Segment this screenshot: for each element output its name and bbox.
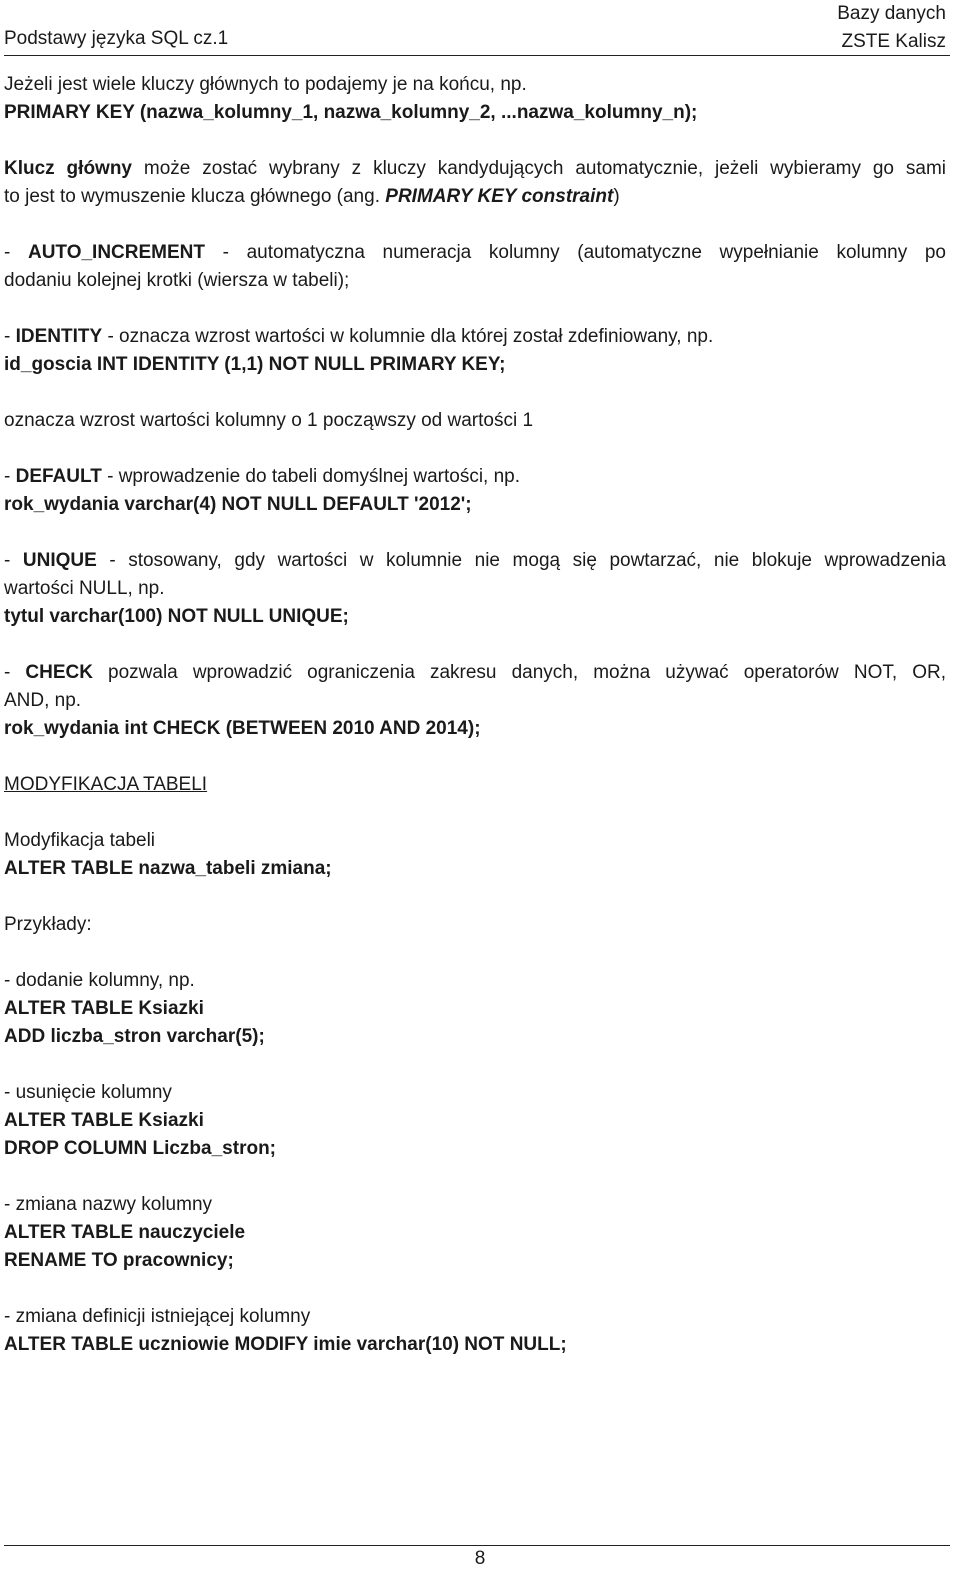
- primary-key-text-2: to jest to wymuszenie klucza głównego (ang.: [4, 186, 386, 207]
- check-keyword: CHECK: [25, 662, 93, 683]
- check-text: pozwala wprowadzić ograniczenia zakresu danych, można używać operatorów NOT, OR,: [92, 662, 946, 683]
- check-line1: [4, 659, 946, 687]
- header-divider: [4, 55, 950, 56]
- identity-line: [4, 323, 713, 351]
- identity-code-text: id_goscia INT IDENTITY (1,1) NOT NULL PRIMARY KEY;: [4, 354, 506, 375]
- example-add-column-code2: [4, 1023, 265, 1051]
- primary-key-para-line2: [4, 183, 620, 211]
- bullet-dash: -: [4, 662, 26, 683]
- example-rename-label: - zmiana nazwy kolumny: [4, 1194, 213, 1215]
- check-code-text: rok_wydania int CHECK (BETWEEN 2010 AND 2014);: [4, 718, 481, 739]
- example-drop-column-code1: [4, 1107, 204, 1135]
- header-school-name: ZSTE Kalisz: [841, 31, 946, 52]
- multi-key-intro: Jeżeli jest wiele kluczy głównych to podajemy je na końcu, np.: [4, 74, 527, 95]
- code-text: ALTER TABLE nauczyciele: [4, 1222, 246, 1243]
- auto-increment-line2: dodaniu kolejnej krotki (wiersza w tabeli);: [4, 270, 350, 291]
- example-drop-column-label: - usunięcie kolumny: [4, 1082, 172, 1103]
- default-keyword: DEFAULT: [15, 466, 102, 487]
- page-number: 8: [474, 1548, 486, 1569]
- unique-keyword: UNIQUE: [22, 550, 97, 571]
- multi-key-code: PRIMARY KEY (nazwa_kolumny_1, nazwa_kolumny_2, ...nazwa_kolumny_n);: [4, 102, 698, 123]
- code-text: ALTER TABLE Ksiazki: [4, 998, 204, 1019]
- identity-explanation: oznacza wzrost wartości kolumny o 1 począwszy od wartości 1: [4, 410, 534, 431]
- identity-code: [4, 351, 505, 379]
- primary-key-term: Klucz główny: [4, 158, 133, 179]
- code-text: ALTER TABLE Ksiazki: [4, 1110, 204, 1131]
- default-code: [4, 491, 472, 519]
- auto-increment-line1: [4, 239, 946, 267]
- header-subject-name: Bazy danych: [837, 3, 946, 24]
- primary-key-text: może zostać wybrany z kluczy kandydujących automatycznie, jeżeli wybieramy go sami: [132, 158, 947, 179]
- bullet-dash: -: [4, 550, 23, 571]
- unique-line2: wartości NULL, np.: [4, 578, 165, 599]
- header-doc-title: Podstawy języka SQL cz.1: [4, 28, 229, 49]
- check-line2: AND, np.: [4, 690, 82, 711]
- bullet-dash: -: [4, 242, 28, 263]
- example-modify-label: - zmiana definicji istniejącej kolumny: [4, 1306, 311, 1327]
- identity-keyword: IDENTITY: [15, 326, 103, 347]
- primary-key-constraint-term: PRIMARY KEY constraint: [385, 186, 614, 207]
- example-add-column-code1: [4, 995, 204, 1023]
- default-text: - wprowadzenie do tabeli domyślnej wartości, np.: [101, 466, 521, 487]
- example-rename-code1: [4, 1219, 245, 1247]
- modify-table-code-text: ALTER TABLE nazwa_tabeli zmiana;: [4, 858, 332, 879]
- unique-text: - stosowany, gdy wartości w kolumnie nie mogą się powtarzać, nie blokuje wprowadzenia: [96, 550, 946, 571]
- check-code: [4, 715, 481, 743]
- bullet-dash: -: [4, 466, 16, 487]
- example-modify-code: [4, 1331, 567, 1359]
- primary-key-para-line1: [4, 155, 946, 183]
- example-drop-column-code2: [4, 1135, 276, 1163]
- unique-code: [4, 603, 349, 631]
- code-text: ALTER TABLE uczniowie MODIFY imie varchar(10) NOT NULL;: [4, 1334, 567, 1355]
- header-subject: [837, 0, 946, 56]
- auto-increment-text: - automatyczna numeracja kolumny (automatyczne wypełnianie kolumny po: [204, 242, 946, 263]
- example-rename-code2: [4, 1247, 234, 1275]
- code-text: DROP COLUMN Liczba_stron;: [4, 1138, 277, 1159]
- section-heading-modify-table: MODYFIKACJA TABELI: [4, 774, 208, 795]
- auto-increment-keyword: AUTO_INCREMENT: [27, 242, 205, 263]
- code-text: ADD liczba_stron varchar(5);: [4, 1026, 265, 1047]
- primary-key-close: ): [613, 186, 620, 207]
- code-text: RENAME TO pracownicy;: [4, 1250, 234, 1271]
- bullet-dash: -: [4, 326, 16, 347]
- examples-label: Przykłady:: [4, 914, 92, 935]
- unique-code-text: tytul varchar(100) NOT NULL UNIQUE;: [4, 606, 349, 627]
- identity-text: - oznacza wzrost wartości w kolumnie dla której został zdefiniowany, np.: [102, 326, 714, 347]
- default-code-text: rok_wydania varchar(4) NOT NULL DEFAULT '2012';: [4, 494, 472, 515]
- modify-table-label: Modyfikacja tabeli: [4, 830, 156, 851]
- default-line: [4, 463, 520, 491]
- unique-line1: [4, 547, 946, 575]
- modify-table-code: [4, 855, 332, 883]
- multi-key-example: [4, 99, 697, 127]
- example-add-column-label: - dodanie kolumny, np.: [4, 970, 195, 991]
